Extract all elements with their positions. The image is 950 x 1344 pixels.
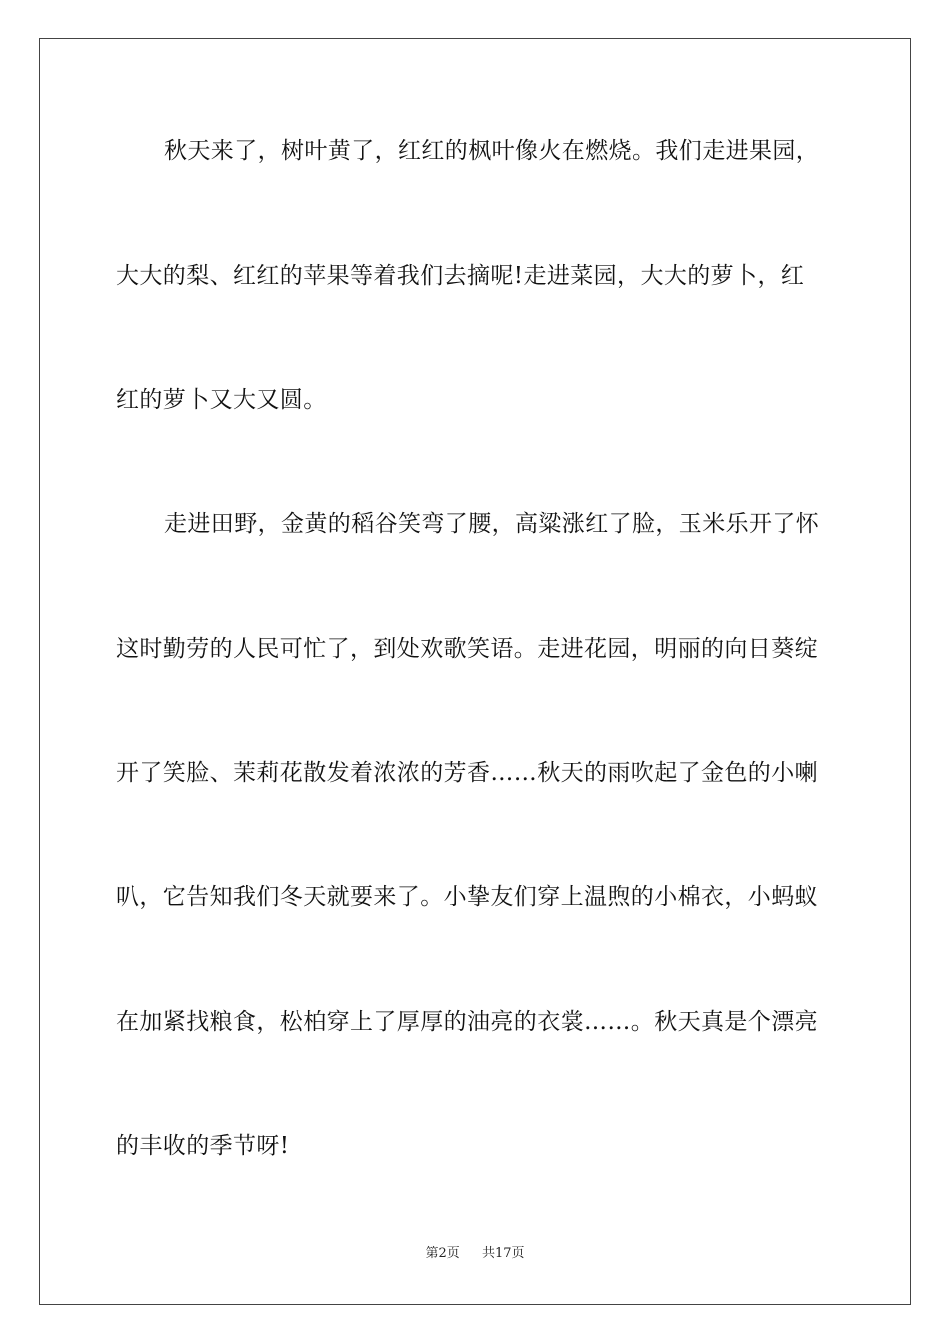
paragraph-1-line-2: 大大的梨、红红的苹果等着我们去摘呢!走进菜园，大大的萝卜，红 [116, 263, 805, 289]
paragraph-2-line-5: 在加紧找粮食，松柏穿上了厚厚的油亮的衣裳……。秋天真是个漂亮 [116, 1009, 818, 1035]
paragraph-2-line-2: 这时勤劳的人民可忙了，到处欢歌笑语。走进花园，明丽的向日葵绽 [116, 636, 818, 662]
paragraph-1-line-1: 秋天来了，树叶黄了，红红的枫叶像火在燃烧。我们走进果园， [164, 138, 820, 164]
page-footer [0, 1245, 950, 1263]
paragraph-2-line-6: 的丰收的季节呀! [116, 1133, 290, 1159]
page-number: 第2页 [425, 1246, 460, 1261]
page-border [39, 38, 911, 1305]
total-pages: 共17页 [482, 1246, 525, 1261]
paragraph-2-line-3: 开了笑脸、茉莉花散发着浓浓的芳香……秋天的雨吹起了金色的小喇 [116, 760, 818, 786]
paragraph-2-line-4: 叭，它告知我们冬天就要来了。小挚友们穿上温煦的小棉衣，小蚂蚁 [116, 884, 818, 910]
paragraph-1-line-3: 红的萝卜又大又圆。 [116, 387, 327, 413]
paragraph-2-line-1: 走进田野，金黄的稻谷笑弯了腰，高粱涨红了脸，玉米乐开了怀 [164, 511, 820, 537]
